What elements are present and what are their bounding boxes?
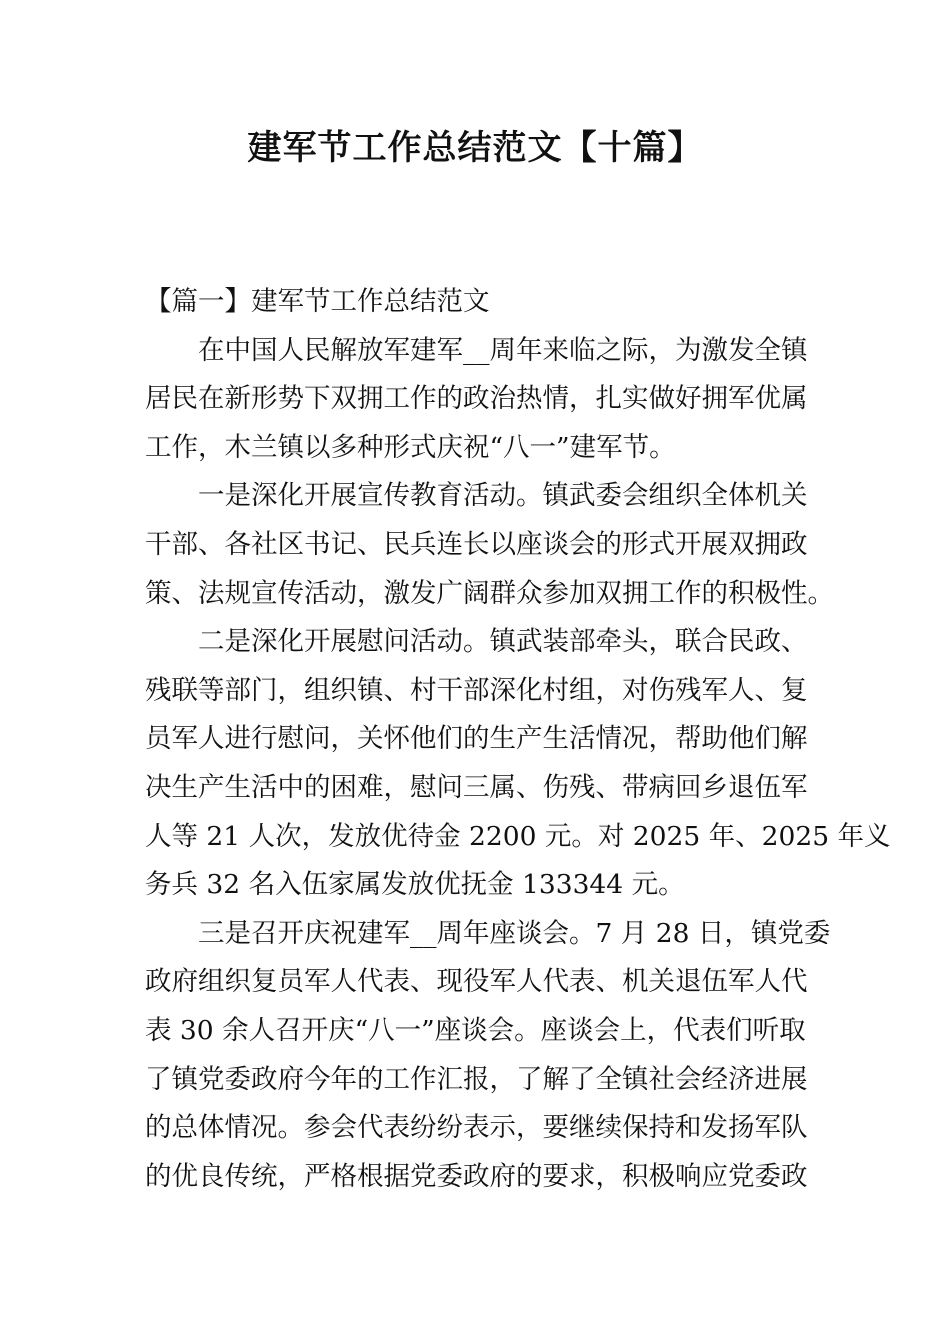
section-heading: 【篇一】建军节工作总结范文 bbox=[145, 286, 490, 317]
paragraph-line: 的优良传统，严格根据党委政府的要求，积极响应党委政 bbox=[145, 1160, 808, 1192]
paragraph-line: 干部、各社区书记、民兵连长以座谈会的形式开展双拥政 bbox=[145, 528, 808, 560]
paragraph-line: 工作，木兰镇以多种形式庆祝“八一”建军节。 bbox=[145, 431, 676, 463]
document-body bbox=[145, 278, 891, 1201]
paragraph-line: 务兵 32 名入伍家属发放优抚金 133344 元。 bbox=[145, 869, 685, 901]
paragraph-2 bbox=[145, 472, 834, 618]
paragraph-line: 策、法规宣传活动，激发广阔群众参加双拥工作的积极性。 bbox=[145, 577, 834, 609]
paragraph-1 bbox=[145, 327, 809, 473]
paragraph-line: 决生产生活中的困难，慰问三属、伤残、带病回乡退伍军 bbox=[145, 771, 808, 803]
paragraph-line: 在中国人民解放军建军__周年来临之际，为激发全镇 bbox=[198, 334, 808, 366]
paragraph-line: 人等 21 人次，发放优待金 2200 元。对 2025 年、2025 年义 bbox=[145, 820, 891, 852]
paragraph-line: 员军人进行慰问，关怀他们的生产生活情况，帮助他们解 bbox=[145, 723, 808, 755]
paragraph-line: 一是深化开展宣传教育活动。镇武委会组织全体机关 bbox=[198, 480, 808, 512]
paragraph-line: 的总体情况。参会代表纷纷表示，要继续保持和发扬军队 bbox=[145, 1112, 808, 1144]
paragraph-line: 表 30 余人召开庆“八一”座谈会。座谈会上，代表们听取 bbox=[145, 1014, 806, 1046]
paragraph-line: 残联等部门，组织镇、村干部深化村组，对伤残军人、复 bbox=[145, 674, 808, 706]
paragraph-4 bbox=[145, 910, 831, 1202]
document-title: 建军节工作总结范文【十篇】 bbox=[247, 128, 703, 168]
paragraph-line: 了镇党委政府今年的工作汇报，了解了全镇社会经济进展 bbox=[145, 1063, 808, 1095]
paragraph-line: 政府组织复员军人代表、现役军人代表、机关退伍军人代 bbox=[145, 966, 808, 998]
paragraph-line: 二是深化开展慰问活动。镇武装部牵头，联合民政、 bbox=[198, 626, 808, 658]
paragraph-line: 三是召开庆祝建军__周年座谈会。7 月 28 日，镇党委 bbox=[198, 917, 831, 949]
paragraph-3 bbox=[145, 618, 891, 910]
paragraph-line: 居民在新形势下双拥工作的政治热情，扎实做好拥军优属 bbox=[145, 383, 808, 415]
